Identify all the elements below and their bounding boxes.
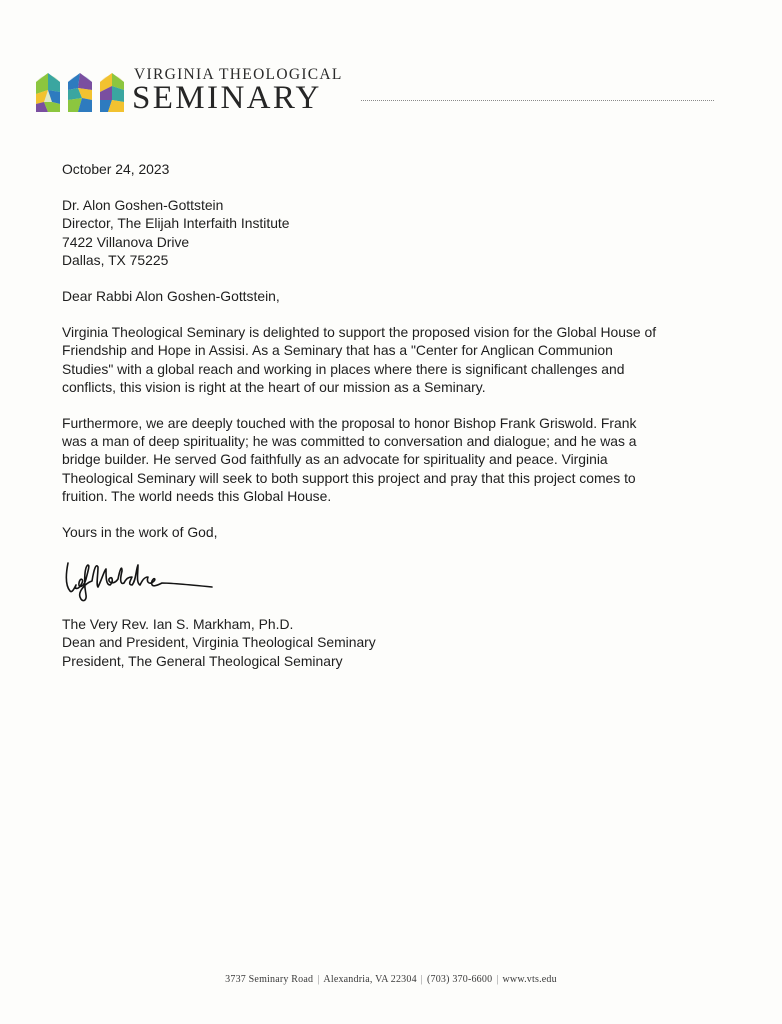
signatory-line: The Very Rev. Ian S. Markham, Ph.D. bbox=[62, 616, 294, 633]
recipient-line: Dr. Alon Goshen-Gottstein bbox=[62, 197, 224, 214]
recipient-line: Director, The Elijah Interfaith Institute bbox=[62, 215, 290, 232]
paragraph-line: Studies" with a global reach and working in places where there is significant challenges and bbox=[62, 360, 625, 377]
recipient-line: Dallas, TX 75225 bbox=[62, 251, 169, 268]
footer-separator: | bbox=[420, 974, 423, 985]
paragraph-2 bbox=[62, 414, 742, 505]
paragraph-line: fruition. The world needs this Global House. bbox=[62, 487, 332, 504]
paragraph-line: Theological Seminary will seek to both support this project and pray that this project comes to bbox=[62, 469, 636, 486]
closing: Yours in the work of God, bbox=[62, 524, 218, 541]
letter-date: October 24, 2023 bbox=[62, 161, 170, 177]
footer-phone: (703) 370-6600 bbox=[426, 974, 493, 985]
stained-glass-windows-logo bbox=[34, 68, 126, 114]
footer-separator: | bbox=[317, 974, 320, 985]
signatory-line: Dean and President, Virginia Theological Seminary bbox=[62, 634, 376, 651]
paragraph-line: Virginia Theological Seminary is delighted to support the proposed vision for the Global House of bbox=[62, 324, 657, 341]
footer-address bbox=[0, 974, 782, 985]
footer-city: Alexandria, VA 22304 bbox=[323, 974, 417, 985]
paragraph-line: bridge builder. He served God faithfully as an advocate for spirituality and peace. Virginia bbox=[62, 451, 608, 468]
paragraph-line: conflicts, this vision is right at the heart of our mission as a Seminary. bbox=[62, 378, 486, 395]
paragraph-line: Friendship and Hope in Assisi. As a Seminary that has a "Center for Anglican Communion bbox=[62, 342, 613, 359]
signatory-block bbox=[62, 615, 742, 670]
letterhead-dotted-rule bbox=[361, 100, 714, 101]
signatory-line: President, The General Theological Seminary bbox=[62, 652, 343, 669]
salutation: Dear Rabbi Alon Goshen-Gottstein, bbox=[62, 288, 280, 305]
paragraph-line: was a man of deep spirituality; he was committed to conversation and dialogue; and he was a bbox=[62, 433, 637, 450]
footer-separator: | bbox=[496, 974, 499, 985]
recipient-block bbox=[62, 196, 742, 269]
letter-body bbox=[62, 160, 742, 670]
paragraph-1 bbox=[62, 323, 742, 396]
handwritten-signature bbox=[62, 555, 222, 605]
footer-website[interactable]: www.vts.edu bbox=[502, 974, 557, 985]
letterhead bbox=[34, 66, 724, 118]
org-name-line2: SEMINARY bbox=[132, 80, 322, 116]
recipient-line: 7422 Villanova Drive bbox=[62, 233, 190, 250]
footer-street: 3737 Seminary Road bbox=[225, 974, 314, 985]
paragraph-line: Furthermore, we are deeply touched with the proposal to honor Bishop Frank Griswold. Frank bbox=[62, 415, 637, 432]
org-name-line1: VIRGINIA THEOLOGICAL bbox=[134, 66, 343, 83]
